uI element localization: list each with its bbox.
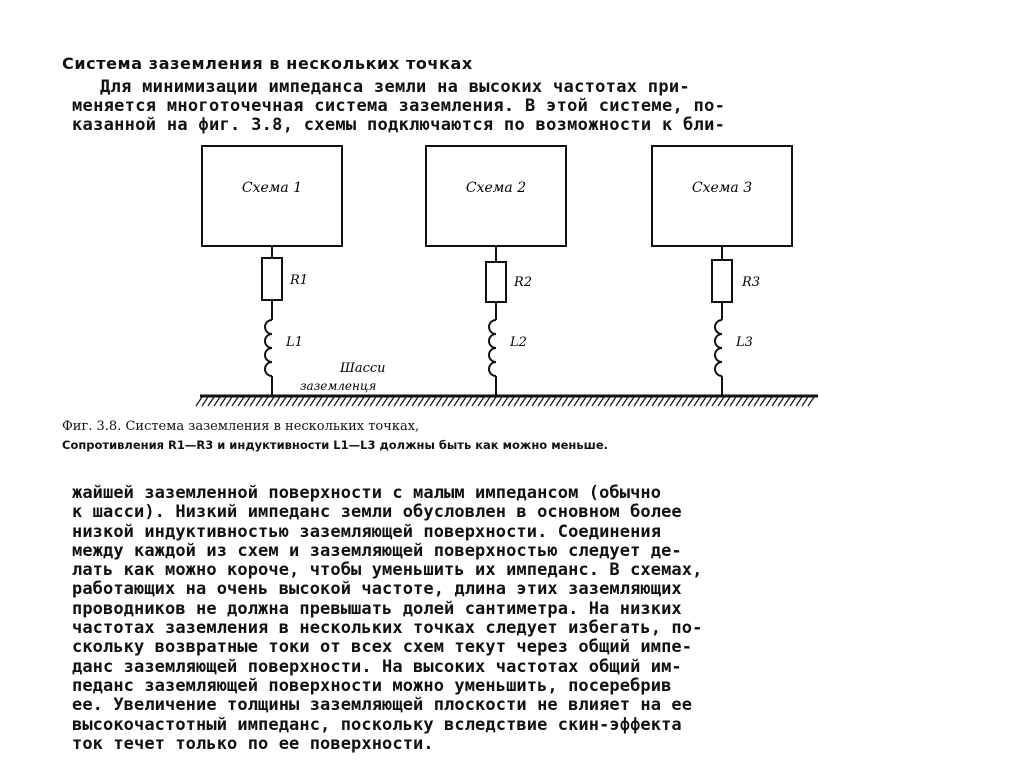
hatch-mark [544, 397, 550, 406]
hatch-mark [262, 397, 268, 406]
hatch-mark [652, 397, 658, 406]
hatch-mark [700, 397, 706, 406]
section-heading: Система заземления в нескольких точках [62, 54, 473, 73]
hatch-mark [520, 397, 526, 406]
text-line: между каждой из схем и заземляющей поверхностью следует де- [72, 540, 682, 561]
text-line: педанс заземляющей поверхности можно уменьшить, посеребрив [72, 675, 672, 696]
hatch-mark [628, 397, 634, 406]
hatch-mark [658, 397, 664, 406]
hatch-mark [460, 397, 466, 406]
text-line: меняется многоточечная система заземления. В этой системе, по- [72, 96, 726, 116]
text-line: данс заземляющей поверхности. На высоких частотах общий им- [72, 656, 682, 677]
circuit-label: Схема 2 [465, 180, 527, 196]
circuit-1 [202, 146, 342, 396]
hatch-mark [772, 397, 778, 406]
hatch-mark [430, 397, 436, 406]
inductor-label: L2 [510, 335, 527, 350]
hatch-mark [592, 397, 598, 406]
hatch-mark [268, 397, 274, 406]
hatch-mark [568, 397, 574, 406]
hatch-mark [232, 397, 238, 406]
resistor [712, 260, 732, 302]
hatch-mark [220, 397, 226, 406]
hatch-mark [736, 397, 742, 406]
hatch-mark [364, 397, 370, 406]
caption-title: Фиг. 3.8. Система заземления в нескольких точках, [62, 419, 420, 434]
hatch-mark [448, 397, 454, 406]
hatch-mark [610, 397, 616, 406]
hatch-mark [352, 397, 358, 406]
hatch-mark [760, 397, 766, 406]
hatch-mark [634, 397, 640, 406]
hatch-mark [664, 397, 670, 406]
resistor-label: R2 [514, 275, 533, 290]
hatch-mark [328, 397, 334, 406]
hatch-mark [586, 397, 592, 406]
resistor [486, 262, 506, 302]
ground-label-line2: заземленця [300, 379, 377, 393]
hatch-mark [208, 397, 214, 406]
hatch-mark [724, 397, 730, 406]
hatch-mark [406, 397, 412, 406]
resistor-label: R3 [742, 275, 761, 290]
circuit-box [426, 146, 566, 246]
hatch-mark [730, 397, 736, 406]
text-line: казанной на фиг. 3.8, схемы подключаются по возможности к бли- [72, 115, 726, 135]
hatch-mark [334, 397, 340, 406]
hatch-mark [526, 397, 532, 406]
hatch-mark [784, 397, 790, 406]
hatch-mark [472, 397, 478, 406]
hatch-mark [742, 397, 748, 406]
hatch-mark [484, 397, 490, 406]
hatch-mark [562, 397, 568, 406]
hatch-mark [376, 397, 382, 406]
circuit-box [202, 146, 342, 246]
hatch-mark [370, 397, 376, 406]
hatch-mark [796, 397, 802, 406]
hatch-mark [478, 397, 484, 406]
inductor [489, 320, 496, 376]
circuit-label: Схема 3 [691, 180, 753, 196]
hatch-mark [514, 397, 520, 406]
grounding-diagram [190, 140, 830, 415]
hatch-mark [418, 397, 424, 406]
hatch-mark [196, 397, 202, 406]
hatch-mark [748, 397, 754, 406]
hatch-mark [250, 397, 256, 406]
hatch-mark [502, 397, 508, 406]
figure-caption [62, 418, 608, 454]
text-line: лать как можно короче, чтобы уменьшить их импеданс. В схемах, [72, 560, 703, 581]
hatch-mark [310, 397, 316, 406]
hatch-mark [766, 397, 772, 406]
hatch-mark [226, 397, 232, 406]
resistor [262, 258, 282, 300]
hatch-mark [670, 397, 676, 406]
hatch-mark [304, 397, 310, 406]
hatch-mark [622, 397, 628, 406]
hatch-mark [466, 397, 472, 406]
text-line: проводников не должна превышать долей сантиметра. На низких [72, 598, 682, 619]
hatch-mark [712, 397, 718, 406]
hatch-mark [808, 397, 814, 406]
text-line: к шасси). Низкий импеданс земли обусловлен в основном более [72, 502, 682, 523]
hatch-mark [580, 397, 586, 406]
text-line: работающих на очень высокой частоте, длина этих заземляющих [72, 579, 682, 600]
hatch-mark [322, 397, 328, 406]
hatch-mark [256, 397, 262, 406]
resistor-label: R1 [290, 273, 309, 288]
hatch-mark [298, 397, 304, 406]
hatch-mark [238, 397, 244, 406]
text-line: жайшей заземленной поверхности с малым импедансом (обычно [72, 483, 662, 503]
hatch-mark [496, 397, 502, 406]
hatch-mark [646, 397, 652, 406]
text-line: низкой индуктивностью заземляющей поверхности. Соединения [72, 521, 662, 542]
hatch-mark [424, 397, 430, 406]
hatch-mark [358, 397, 364, 406]
hatch-mark [346, 397, 352, 406]
hatch-mark [688, 397, 694, 406]
hatch-mark [412, 397, 418, 406]
inductor-label: L3 [736, 335, 753, 350]
text-line: ее. Увеличение толщины заземляющей плоскости не влияет на ее [72, 695, 693, 716]
hatch-mark [292, 397, 298, 406]
text-line: частотах заземления в нескольких точках следует избегать, по- [72, 618, 703, 639]
hatch-mark [286, 397, 292, 406]
text-line: Для минимизации импеданса земли на высоких частотах при- [100, 77, 690, 97]
hatch-mark [640, 397, 646, 406]
hatch-mark [436, 397, 442, 406]
inductor [715, 320, 722, 376]
hatch-mark [694, 397, 700, 406]
body-paragraph [72, 484, 942, 754]
hatch-mark [718, 397, 724, 406]
hatch-mark [682, 397, 688, 406]
circuit-box [652, 146, 792, 246]
hatch-mark [706, 397, 712, 406]
hatch-mark [394, 397, 400, 406]
hatch-mark [532, 397, 538, 406]
hatch-mark [802, 397, 808, 406]
hatch-mark [556, 397, 562, 406]
circuit-3 [652, 146, 792, 396]
hatch-mark [388, 397, 394, 406]
ground-bar [196, 396, 818, 406]
text-line: ток течет только по ее поверхности. [72, 733, 434, 754]
ground-label-line1: Шасси [340, 361, 386, 376]
hatch-mark [676, 397, 682, 406]
hatch-mark [604, 397, 610, 406]
circuit-2 [426, 146, 566, 396]
hatch-mark [442, 397, 448, 406]
hatch-mark [244, 397, 250, 406]
hatch-mark [454, 397, 460, 406]
hatch-mark [790, 397, 796, 406]
hatch-mark [538, 397, 544, 406]
hatch-mark [490, 397, 496, 406]
hatch-mark [274, 397, 280, 406]
inductor [265, 320, 272, 376]
text-line: высокочастотный импеданс, поскольку вследствие скин-эффекта [72, 714, 682, 735]
hatch-mark [616, 397, 622, 406]
circuit-label: Схема 1 [241, 180, 303, 196]
hatch-mark [202, 397, 208, 406]
hatch-mark [214, 397, 220, 406]
hatch-mark [778, 397, 784, 406]
hatch-mark [316, 397, 322, 406]
caption-note: Сопротивления R1—R3 и индуктивности L1—L3 должны быть как можно меньше. [62, 438, 608, 452]
hatch-mark [550, 397, 556, 406]
intro-paragraph [72, 78, 942, 135]
hatch-mark [280, 397, 286, 406]
hatch-mark [382, 397, 388, 406]
inductor-label: L1 [286, 335, 303, 350]
hatch-mark [754, 397, 760, 406]
hatch-mark [598, 397, 604, 406]
text-line: скольку возвратные токи от всех схем текут через общий импе- [72, 637, 693, 658]
hatch-mark [508, 397, 514, 406]
hatch-mark [340, 397, 346, 406]
hatch-mark [574, 397, 580, 406]
hatch-mark [400, 397, 406, 406]
